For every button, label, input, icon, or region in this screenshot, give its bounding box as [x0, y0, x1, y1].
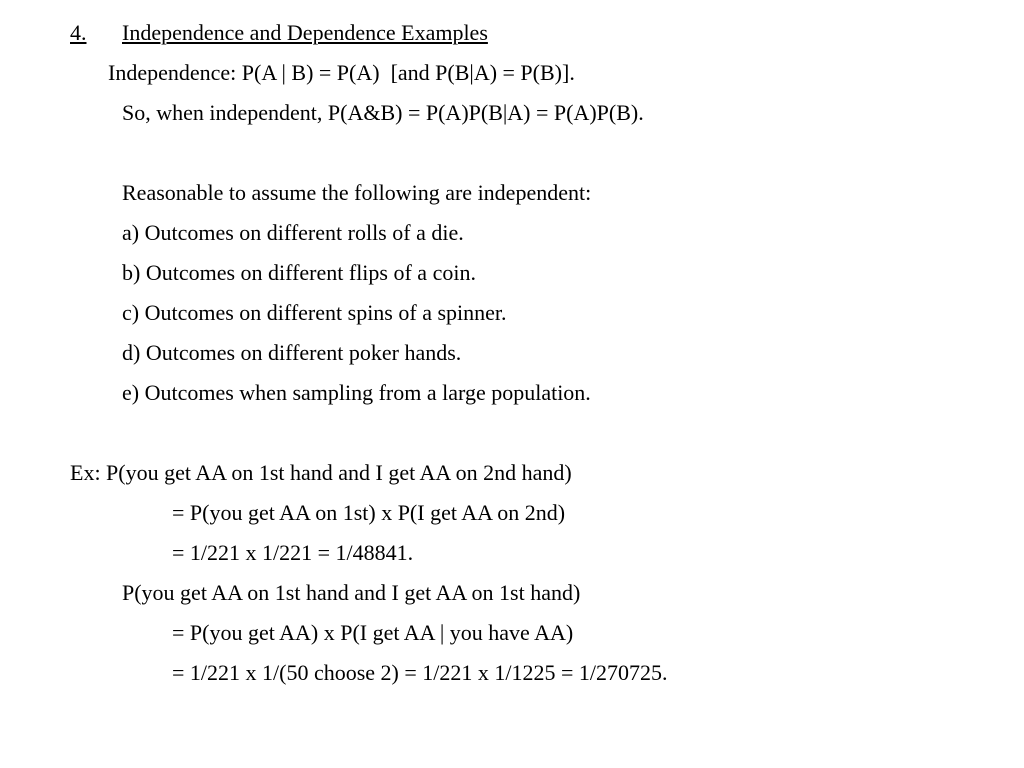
- reasonable-intro: Reasonable to assume the following are independent:: [122, 180, 592, 205]
- example-step-2: = 1/221 x 1/221 = 1/48841.: [172, 540, 414, 565]
- example-step-1: = P(you get AA on 1st) x P(I get AA on 2nd): [172, 500, 566, 525]
- list-item-b: b) Outcomes on different flips of a coin.: [122, 260, 476, 285]
- list-item-c: c) Outcomes on different spins of a spinner.: [122, 300, 507, 325]
- list-item-d: d) Outcomes on different poker hands.: [122, 340, 462, 365]
- example2-intro: P(you get AA on 1st hand and I get AA on 1st hand): [122, 580, 581, 605]
- heading-title: Independence and Dependence Examples: [122, 20, 488, 45]
- example-intro: Ex: P(you get AA on 1st hand and I get AA on 2nd hand): [70, 460, 572, 485]
- heading-number: 4.: [70, 20, 87, 45]
- example2-step-1: = P(you get AA) x P(I get AA | you have AA): [172, 620, 574, 645]
- independence-definition: Independence: P(A | B) = P(A) [and P(B|A) = P(B)].: [108, 60, 575, 85]
- list-item-a: a) Outcomes on different rolls of a die.: [122, 220, 464, 245]
- example2-step-2: = 1/221 x 1/(50 choose 2) = 1/221 x 1/1225 = 1/270725.: [172, 660, 668, 685]
- independence-product-rule: So, when independent, P(A&B) = P(A)P(B|A) = P(A)P(B).: [122, 100, 644, 125]
- list-item-e: e) Outcomes when sampling from a large population.: [122, 380, 591, 405]
